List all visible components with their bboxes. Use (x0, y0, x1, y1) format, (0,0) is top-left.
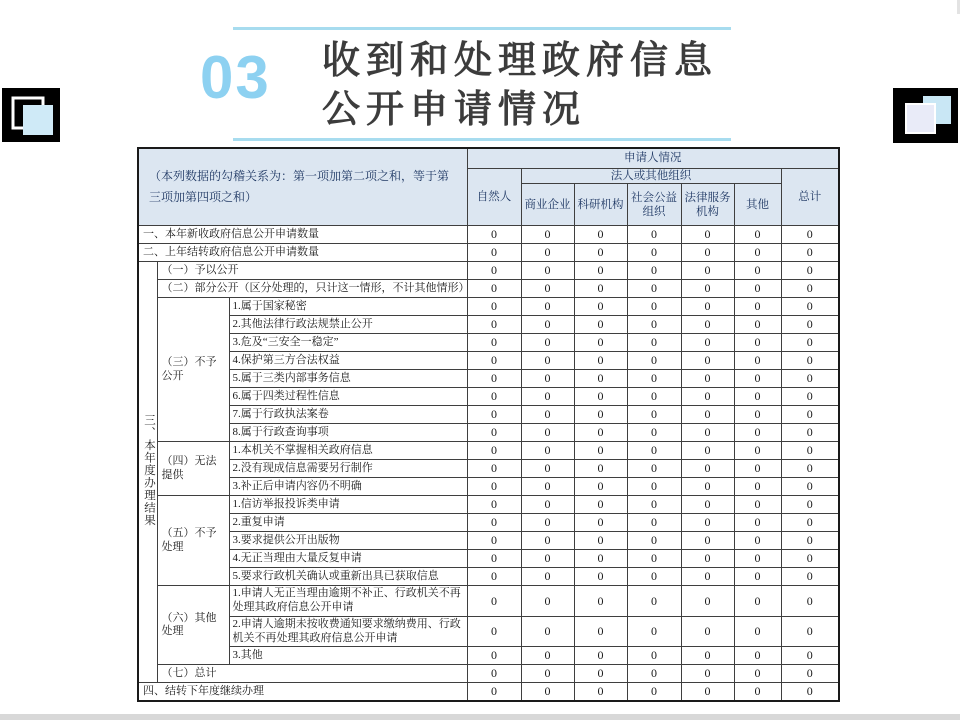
value-cell: 0 (681, 334, 734, 352)
table-row (138, 514, 839, 532)
value-cell: 0 (734, 352, 781, 370)
header-other: 其他 (734, 184, 781, 226)
value-cell: 0 (681, 496, 734, 514)
vertical-section-label-text: 三、本年度办理结果 (143, 413, 155, 527)
value-cell: 0 (627, 496, 681, 514)
value-cell: 0 (627, 388, 681, 406)
value-cell: 0 (734, 568, 781, 586)
row-label-cell: 二、上年结转政府信息公开申请数量 (138, 244, 467, 262)
value-cell: 0 (781, 316, 839, 334)
table-row (138, 334, 839, 352)
value-cell: 0 (734, 298, 781, 316)
value-cell: 0 (467, 424, 521, 442)
value-cell: 0 (574, 647, 627, 665)
value-cell: 0 (574, 550, 627, 568)
value-cell: 0 (627, 550, 681, 568)
value-cell: 0 (467, 334, 521, 352)
value-cell: 0 (734, 665, 781, 683)
value-cell: 0 (781, 442, 839, 460)
value-cell: 0 (681, 406, 734, 424)
value-cell: 0 (521, 388, 574, 406)
value-cell: 0 (681, 370, 734, 388)
value-cell: 0 (681, 262, 734, 280)
value-cell: 0 (521, 514, 574, 532)
value-cell: 0 (734, 550, 781, 568)
slide-bottom-edge (0, 714, 960, 720)
value-cell: 0 (467, 370, 521, 388)
value-cell: 0 (781, 406, 839, 424)
table-row (138, 478, 839, 496)
value-cell: 0 (467, 352, 521, 370)
value-cell: 0 (574, 532, 627, 550)
subsection-label-cell: （三）不予公开 (157, 298, 229, 442)
item-label-cell: 1.属于国家秘密 (229, 298, 467, 316)
value-cell: 0 (467, 683, 521, 702)
table-row (138, 316, 839, 334)
table-row (138, 442, 839, 460)
value-cell: 0 (574, 568, 627, 586)
value-cell: 0 (627, 298, 681, 316)
value-cell: 0 (734, 442, 781, 460)
table-row (138, 568, 839, 586)
value-cell: 0 (521, 478, 574, 496)
value-cell: 0 (681, 280, 734, 298)
item-label-cell: 5.要求行政机关确认或重新出具已获取信息 (229, 568, 467, 586)
disclosure-requests-table (137, 147, 840, 702)
value-cell: 0 (574, 316, 627, 334)
value-cell: 0 (781, 665, 839, 683)
value-cell: 0 (467, 586, 521, 617)
table-row (138, 586, 839, 617)
item-label-cell: 2.重复申请 (229, 514, 467, 532)
value-cell: 0 (521, 424, 574, 442)
value-cell: 0 (681, 586, 734, 617)
value-cell: 0 (627, 406, 681, 424)
section-number: 03 (200, 44, 271, 111)
value-cell: 0 (734, 478, 781, 496)
value-cell: 0 (467, 406, 521, 424)
value-cell: 0 (781, 683, 839, 702)
value-cell: 0 (681, 514, 734, 532)
item-label-cell: 4.无正当理由大量反复申请 (229, 550, 467, 568)
item-label-cell: 3.补正后申请内容仍不明确 (229, 478, 467, 496)
value-cell: 0 (627, 442, 681, 460)
value-cell: 0 (574, 406, 627, 424)
right-overlapping-squares-icon (893, 88, 958, 143)
value-cell: 0 (627, 244, 681, 262)
value-cell: 0 (521, 496, 574, 514)
value-cell: 0 (467, 665, 521, 683)
value-cell: 0 (521, 370, 574, 388)
table-row (138, 406, 839, 424)
value-cell: 0 (521, 532, 574, 550)
value-cell: 0 (681, 568, 734, 586)
table-note: （本列数据的勾稽关系为：第一项加第二项之和，等于第三项加第四项之和） (138, 148, 467, 226)
value-cell: 0 (734, 262, 781, 280)
subsection-label-cell: （一）予以公开 (157, 262, 467, 280)
table-row (138, 280, 839, 298)
value-cell: 0 (781, 586, 839, 617)
table-row (138, 532, 839, 550)
vertical-section-label (138, 262, 157, 683)
value-cell: 0 (521, 568, 574, 586)
value-cell: 0 (781, 532, 839, 550)
value-cell: 0 (781, 352, 839, 370)
title-line-1: 收到和处理政府信息 (322, 40, 719, 82)
value-cell: 0 (627, 665, 681, 683)
value-cell: 0 (781, 388, 839, 406)
value-cell: 0 (734, 370, 781, 388)
title-line-2: 公开申请情况 (322, 89, 587, 131)
header-public-welfare-org: 社会公益组织 (627, 184, 681, 226)
item-label-cell: 6.属于四类过程性信息 (229, 388, 467, 406)
squares-glyph (2, 88, 60, 142)
value-cell: 0 (467, 262, 521, 280)
value-cell: 0 (734, 532, 781, 550)
value-cell: 0 (521, 352, 574, 370)
header-legal-org-group: 法人或其他组织 (521, 169, 781, 184)
value-cell: 0 (521, 550, 574, 568)
value-cell: 0 (521, 226, 574, 244)
value-cell: 0 (681, 616, 734, 647)
value-cell: 0 (681, 532, 734, 550)
value-cell: 0 (627, 586, 681, 617)
value-cell: 0 (627, 478, 681, 496)
title-bottom-rule (233, 138, 731, 141)
table-body (138, 226, 839, 702)
item-label-cell: 3.危及“三安全一稳定” (229, 334, 467, 352)
value-cell: 0 (467, 460, 521, 478)
value-cell: 0 (521, 244, 574, 262)
value-cell: 0 (627, 370, 681, 388)
value-cell: 0 (781, 568, 839, 586)
value-cell: 0 (627, 683, 681, 702)
value-cell: 0 (734, 424, 781, 442)
value-cell: 0 (574, 244, 627, 262)
item-label-cell: 2.其他法律行政法规禁止公开 (229, 316, 467, 334)
value-cell: 0 (627, 226, 681, 244)
value-cell: 0 (467, 298, 521, 316)
title-top-rule (233, 27, 731, 30)
value-cell: 0 (627, 280, 681, 298)
value-cell: 0 (781, 298, 839, 316)
header-natural-person: 自然人 (467, 169, 521, 226)
header-research-institution: 科研机构 (574, 184, 627, 226)
value-cell: 0 (681, 424, 734, 442)
value-cell: 0 (467, 532, 521, 550)
value-cell: 0 (781, 280, 839, 298)
value-cell: 0 (681, 442, 734, 460)
value-cell: 0 (574, 496, 627, 514)
table-row (138, 370, 839, 388)
value-cell: 0 (681, 665, 734, 683)
value-cell: 0 (734, 496, 781, 514)
table-row (138, 262, 839, 280)
header-applicant-status: 申请人情况 (467, 148, 839, 169)
value-cell: 0 (734, 647, 781, 665)
value-cell: 0 (574, 665, 627, 683)
value-cell: 0 (627, 647, 681, 665)
value-cell: 0 (781, 647, 839, 665)
item-label-cell: 1.本机关不掌握相关政府信息 (229, 442, 467, 460)
value-cell: 0 (521, 262, 574, 280)
value-cell: 0 (574, 388, 627, 406)
item-label-cell: 3.要求提供公开出版物 (229, 532, 467, 550)
value-cell: 0 (681, 550, 734, 568)
subsection-label-cell: （七）总计 (157, 665, 467, 683)
value-cell: 0 (681, 316, 734, 334)
item-label-cell: 3.其他 (229, 647, 467, 665)
value-cell: 0 (781, 478, 839, 496)
value-cell: 0 (681, 388, 734, 406)
value-cell: 0 (734, 244, 781, 262)
value-cell: 0 (521, 334, 574, 352)
item-label-cell: 4.保护第三方合法权益 (229, 352, 467, 370)
value-cell: 0 (521, 647, 574, 665)
value-cell: 0 (521, 298, 574, 316)
value-cell: 0 (734, 406, 781, 424)
table-row (138, 647, 839, 665)
value-cell: 0 (627, 316, 681, 334)
value-cell: 0 (627, 568, 681, 586)
value-cell: 0 (627, 532, 681, 550)
value-cell: 0 (734, 334, 781, 352)
value-cell: 0 (681, 647, 734, 665)
left-overlapping-squares-icon (2, 88, 60, 142)
page-title (322, 37, 718, 135)
value-cell: 0 (781, 550, 839, 568)
subsection-label-cell: （四）无法提供 (157, 442, 229, 496)
table-row (138, 616, 839, 647)
value-cell: 0 (574, 616, 627, 647)
value-cell: 0 (467, 316, 521, 334)
value-cell: 0 (627, 334, 681, 352)
item-label-cell: 7.属于行政执法案卷 (229, 406, 467, 424)
value-cell: 0 (574, 586, 627, 617)
squares-glyph (893, 88, 958, 143)
value-cell: 0 (681, 478, 734, 496)
value-cell: 0 (734, 460, 781, 478)
value-cell: 0 (781, 496, 839, 514)
value-cell: 0 (521, 683, 574, 702)
item-label-cell: 1.信访举报投诉类申请 (229, 496, 467, 514)
value-cell: 0 (574, 298, 627, 316)
subsection-label-cell: （二）部分公开（区分处理的，只计这一情形，不计其他情形） (157, 280, 467, 298)
value-cell: 0 (521, 280, 574, 298)
value-cell: 0 (467, 478, 521, 496)
value-cell: 0 (627, 352, 681, 370)
value-cell: 0 (781, 334, 839, 352)
value-cell: 0 (521, 460, 574, 478)
table-row (138, 424, 839, 442)
value-cell: 0 (467, 568, 521, 586)
value-cell: 0 (681, 298, 734, 316)
value-cell: 0 (574, 226, 627, 244)
value-cell: 0 (574, 683, 627, 702)
value-cell: 0 (627, 460, 681, 478)
value-cell: 0 (521, 586, 574, 617)
value-cell: 0 (734, 586, 781, 617)
value-cell: 0 (734, 226, 781, 244)
header-commercial-enterprise: 商业企业 (521, 184, 574, 226)
table-row (138, 550, 839, 568)
table-row (138, 496, 839, 514)
value-cell: 0 (681, 244, 734, 262)
value-cell: 0 (627, 514, 681, 532)
table-row (138, 298, 839, 316)
value-cell: 0 (781, 244, 839, 262)
item-label-cell: 2.申请人逾期未按收费通知要求缴纳费用、行政机关不再处理其政府信息公开申请 (229, 616, 467, 647)
table-row (138, 683, 839, 702)
value-cell: 0 (521, 665, 574, 683)
value-cell: 0 (781, 370, 839, 388)
header-total: 总计 (781, 169, 839, 226)
value-cell: 0 (574, 352, 627, 370)
value-cell: 0 (627, 262, 681, 280)
table-row (138, 226, 839, 244)
value-cell: 0 (681, 683, 734, 702)
value-cell: 0 (521, 442, 574, 460)
item-label-cell: 1.申请人无正当理由逾期不补正、行政机关不再处理其政府信息公开申请 (229, 586, 467, 617)
value-cell: 0 (574, 370, 627, 388)
table-row (138, 665, 839, 683)
value-cell: 0 (574, 442, 627, 460)
table-header (138, 148, 839, 226)
value-cell: 0 (467, 496, 521, 514)
item-label-cell: 2.没有现成信息需要另行制作 (229, 460, 467, 478)
row-label-cell: 四、结转下年度继续办理 (138, 683, 467, 702)
value-cell: 0 (574, 478, 627, 496)
value-cell: 0 (627, 424, 681, 442)
subsection-label-cell: （五）不予处理 (157, 496, 229, 586)
value-cell: 0 (467, 244, 521, 262)
value-cell: 0 (467, 647, 521, 665)
value-cell: 0 (781, 226, 839, 244)
value-cell: 0 (467, 616, 521, 647)
value-cell: 0 (467, 442, 521, 460)
header-legal-service-agency: 法律服务机构 (681, 184, 734, 226)
value-cell: 0 (521, 616, 574, 647)
value-cell: 0 (467, 280, 521, 298)
value-cell: 0 (467, 514, 521, 532)
value-cell: 0 (734, 683, 781, 702)
value-cell: 0 (781, 262, 839, 280)
value-cell: 0 (467, 226, 521, 244)
table-row (138, 460, 839, 478)
item-label-cell: 5.属于三类内部事务信息 (229, 370, 467, 388)
value-cell: 0 (574, 514, 627, 532)
value-cell: 0 (574, 334, 627, 352)
value-cell: 0 (781, 424, 839, 442)
table-row (138, 244, 839, 262)
value-cell: 0 (734, 616, 781, 647)
value-cell: 0 (681, 460, 734, 478)
value-cell: 0 (734, 388, 781, 406)
value-cell: 0 (734, 280, 781, 298)
value-cell: 0 (574, 460, 627, 478)
value-cell: 0 (521, 406, 574, 424)
value-cell: 0 (781, 514, 839, 532)
value-cell: 0 (734, 316, 781, 334)
value-cell: 0 (781, 616, 839, 647)
table-row (138, 388, 839, 406)
value-cell: 0 (681, 352, 734, 370)
value-cell: 0 (627, 616, 681, 647)
value-cell: 0 (681, 226, 734, 244)
value-cell: 0 (574, 424, 627, 442)
row-label-cell: 一、本年新收政府信息公开申请数量 (138, 226, 467, 244)
value-cell: 0 (574, 280, 627, 298)
subsection-label-cell: （六）其他处理 (157, 586, 229, 665)
value-cell: 0 (521, 316, 574, 334)
value-cell: 0 (467, 388, 521, 406)
item-label-cell: 8.属于行政查询事项 (229, 424, 467, 442)
value-cell: 0 (734, 514, 781, 532)
value-cell: 0 (467, 550, 521, 568)
value-cell: 0 (574, 262, 627, 280)
table-row (138, 352, 839, 370)
value-cell: 0 (781, 460, 839, 478)
